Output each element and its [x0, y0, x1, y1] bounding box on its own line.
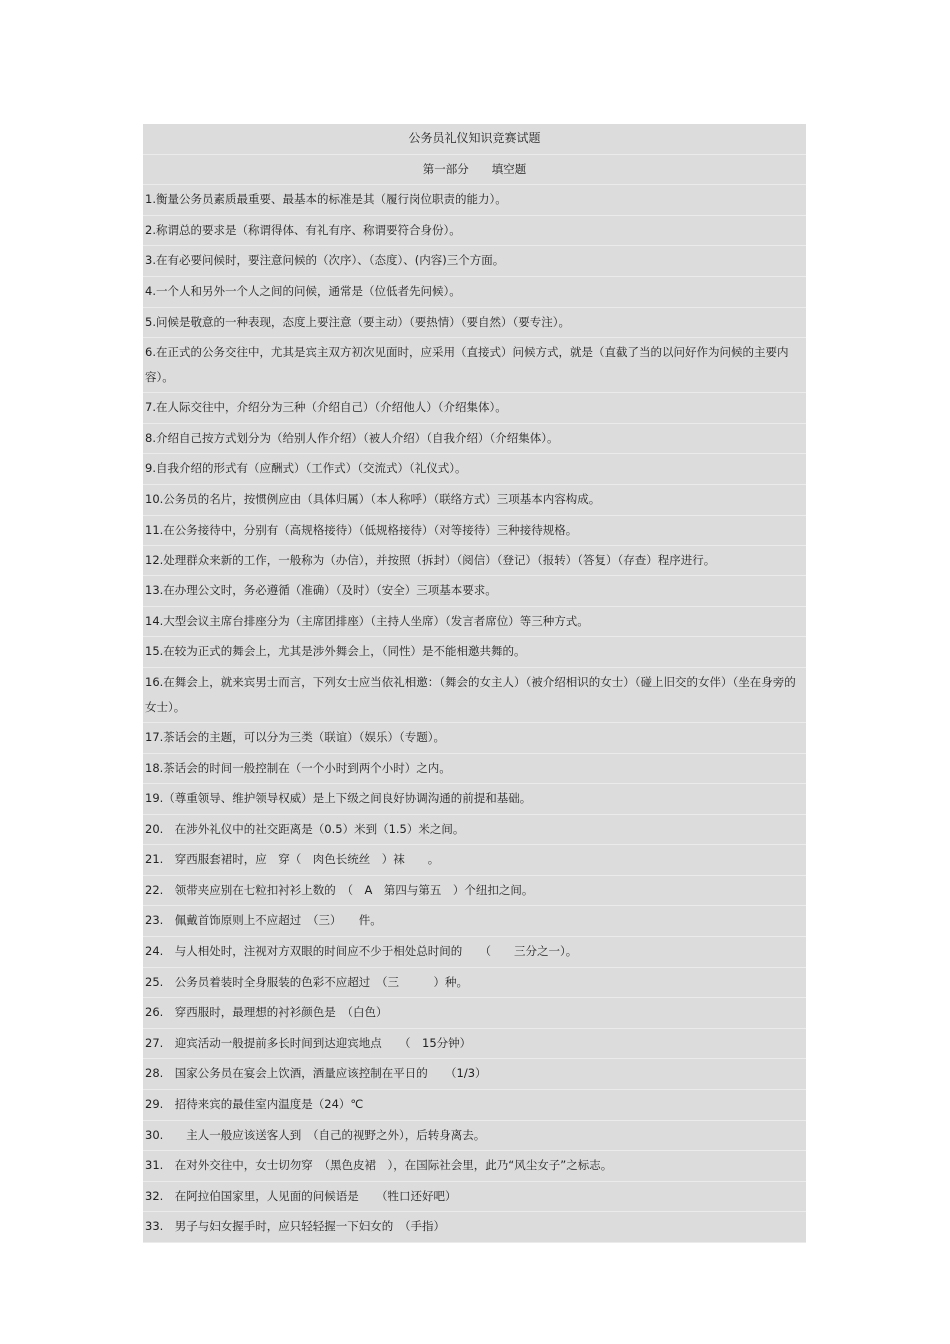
question-item: 33. 男子与妇女握手时，应只轻轻握一下妇女的 （手指） — [143, 1212, 806, 1243]
question-item: 30. 主人一般应该送客人到 （自己的视野之外），后转身离去。 — [143, 1121, 806, 1152]
question-item: 15.在较为正式的舞会上，尤其是涉外舞会上，（同性）是不能相邀共舞的。 — [143, 637, 806, 668]
question-item: 19.（尊重领导、维护领导权威）是上下级之间良好协调沟通的前提和基础。 — [143, 784, 806, 815]
question-item: 10.公务员的名片，按惯例应由（具体归属）（本人称呼）（联络方式）三项基本内容构成。 — [143, 485, 806, 516]
question-item: 27. 迎宾活动一般提前多长时间到达迎宾地点 （ 15分钟） — [143, 1029, 806, 1060]
question-item: 20. 在涉外礼仪中的社交距离是（0.5）米到（1.5）米之间。 — [143, 815, 806, 846]
document-title: 公务员礼仪知识竞赛试题 — [143, 124, 806, 155]
question-item: 25. 公务员着装时全身服装的色彩不应超过 （三 ）种。 — [143, 968, 806, 999]
question-item: 31. 在对外交往中，女士切勿穿 （黑色皮裙 ），在国际社会里，此乃“风尘女子”之标志。 — [143, 1151, 806, 1182]
question-item: 8.介绍自己按方式划分为（给别人作介绍）（被人介绍）（自我介绍）（介绍集体）。 — [143, 424, 806, 455]
document-sheet — [143, 124, 806, 1243]
question-list — [143, 185, 806, 1243]
question-item: 21. 穿西服套裙时，应 穿（ 肉色长统丝 ）袜 。 — [143, 845, 806, 876]
question-item: 29. 招待来宾的最佳室内温度是（24）℃ — [143, 1090, 806, 1121]
question-item: 6.在正式的公务交往中，尤其是宾主双方初次见面时，应采用（直接式）问候方式，就是（直截了当的以问好作为问候的主要内容）。 — [143, 338, 806, 393]
question-item: 22. 领带夹应别在七粒扣衬衫上数的 （ A 第四与第五 ）个纽扣之间。 — [143, 876, 806, 907]
question-item: 4.一个人和另外一个人之间的问候，通常是（位低者先问候）。 — [143, 277, 806, 308]
question-item: 13.在办理公文时，务必遵循（准确）（及时）（安全）三项基本要求。 — [143, 576, 806, 607]
question-item: 2.称谓总的要求是（称谓得体、有礼有序、称谓要符合身份）。 — [143, 216, 806, 247]
question-item: 24. 与人相处时，注视对方双眼的时间应不少于相处总时间的 （ 三分之一）。 — [143, 937, 806, 968]
question-item: 1.衡量公务员素质最重要、最基本的标准是其（履行岗位职责的能力）。 — [143, 185, 806, 216]
question-item: 32. 在阿拉伯国家里，人见面的问候语是 （牲口还好吧） — [143, 1182, 806, 1213]
question-item: 18.茶话会的时间一般控制在（一个小时到两个小时）之内。 — [143, 754, 806, 785]
question-item: 26. 穿西服时，最理想的衬衫颜色是 （白色） — [143, 998, 806, 1029]
question-item: 3.在有必要问候时，要注意问候的（次序）、（态度）、(内容)三个方面。 — [143, 246, 806, 277]
question-item: 28. 国家公务员在宴会上饮酒，酒量应该控制在平日的 （1/3） — [143, 1059, 806, 1090]
question-item: 9.自我介绍的形式有（应酬式）（工作式）（交流式）（礼仪式）。 — [143, 454, 806, 485]
question-item: 14.大型会议主席台排座分为（主席团排座）（主持人坐席）（发言者席位）等三种方式。 — [143, 607, 806, 638]
question-item: 17.茶话会的主题，可以分为三类（联谊）（娱乐）（专题）。 — [143, 723, 806, 754]
question-item: 23. 佩戴首饰原则上不应超过 （三） 件。 — [143, 906, 806, 937]
question-item: 16.在舞会上，就来宾男士而言，下列女士应当依礼相邀：（舞会的女主人）（被介绍相识的女士）（碰上旧交的女伴）（坐在身旁的女士）。 — [143, 668, 806, 723]
question-item: 7.在人际交往中，介绍分为三种（介绍自己）（介绍他人）（介绍集体）。 — [143, 393, 806, 424]
question-item: 11.在公务接待中，分别有（高规格接待）（低规格接待）（对等接待）三种接待规格。 — [143, 516, 806, 547]
question-item: 5.问候是敬意的一种表现，态度上要注意（要主动）（要热情）（要自然）（要专注）。 — [143, 308, 806, 339]
question-item: 12.处理群众来新的工作，一般称为（办信），并按照（拆封）（阅信）（登记）（报转）（答复）（存查）程序进行。 — [143, 546, 806, 576]
section-heading: 第一部分 填空题 — [143, 155, 806, 186]
